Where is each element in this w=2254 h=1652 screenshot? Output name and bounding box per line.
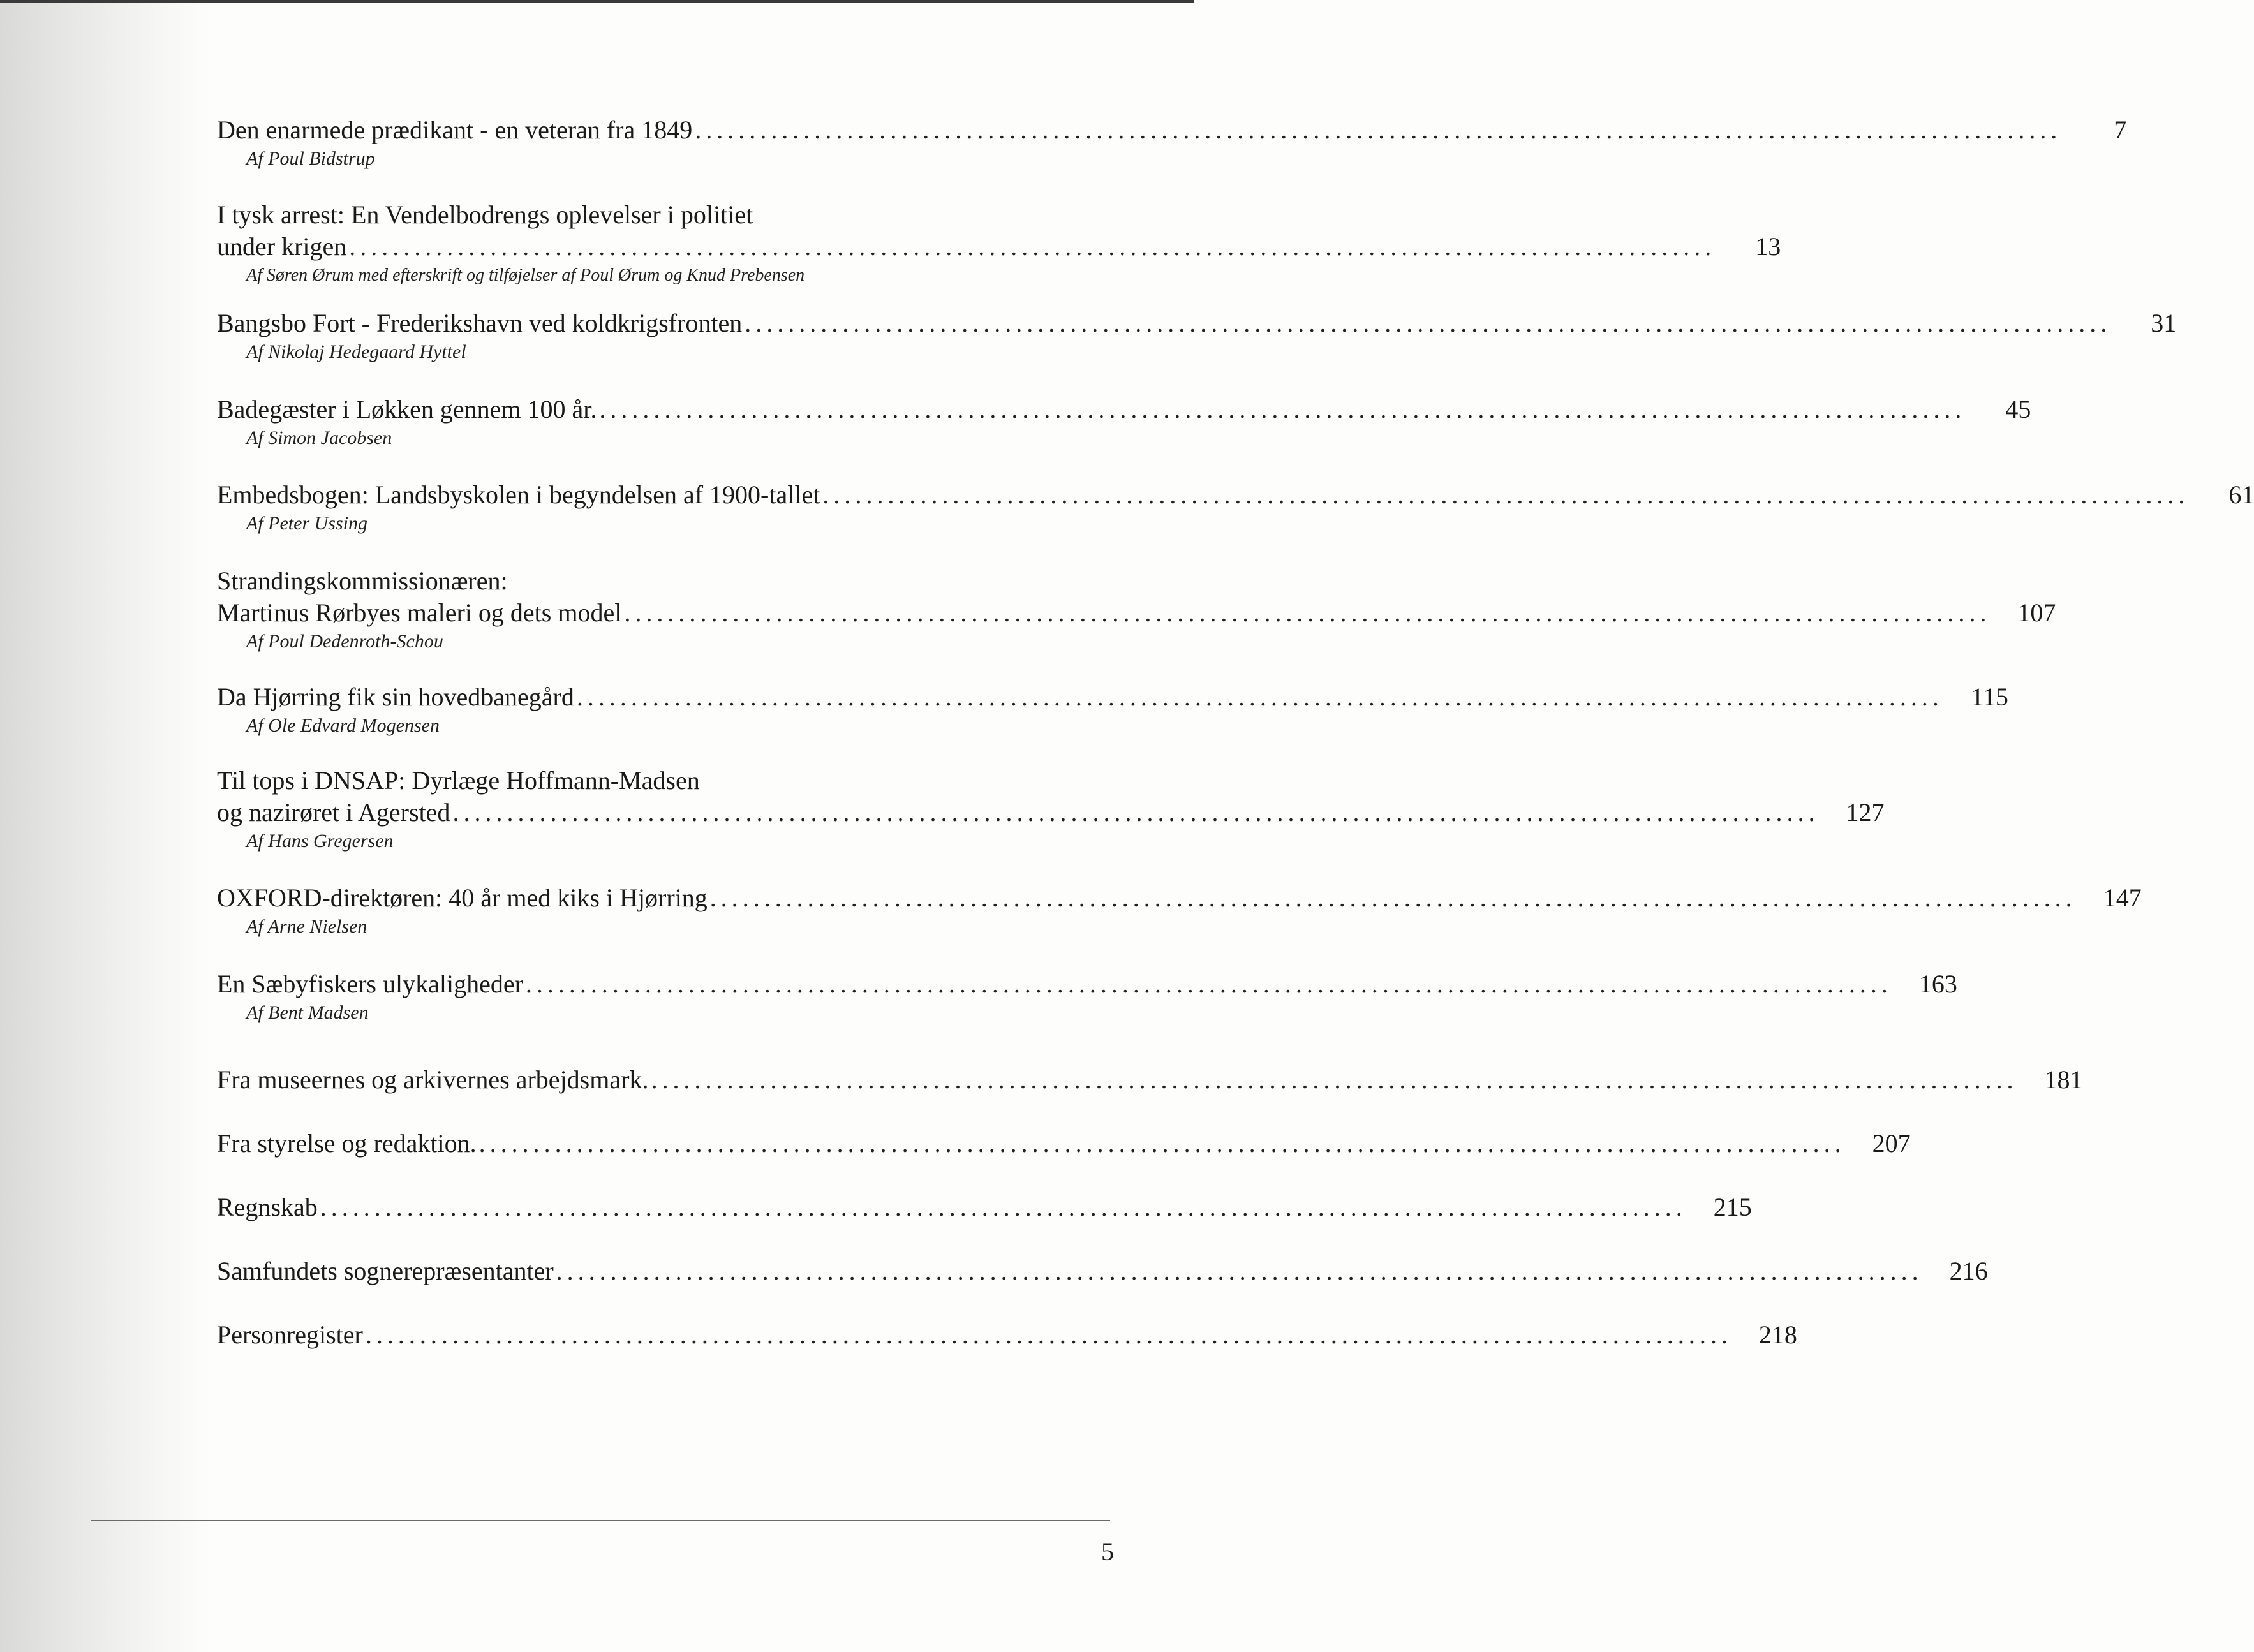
- toc-entry-title: En Sæbyfiskers ulykaligheder: [217, 970, 523, 998]
- dot-leader: ..............................................................................................................................: [576, 682, 1943, 711]
- toc-entry-page-number: 216: [1949, 1257, 1988, 1285]
- toc-entry-title-line: [217, 394, 2031, 425]
- toc-entry-title-line: [217, 1255, 1988, 1287]
- toc-entry-title-line: [217, 307, 2177, 339]
- toc-entry[interactable]: [217, 1255, 1988, 1287]
- toc-entry[interactable]: [217, 199, 1781, 288]
- toc-entry[interactable]: [217, 1064, 2083, 1096]
- toc-entry-title-line: [217, 597, 2056, 629]
- dot-leader: ..............................................................................................................................: [709, 883, 2077, 912]
- toc-entry-author: Af Hans Gregersen: [246, 830, 394, 852]
- toc-entry-title: I tysk arrest: En Vendelbodrengs oplevelser i politiet: [217, 200, 753, 229]
- toc-entry-title-line: [217, 681, 2008, 713]
- toc-entry-title: Da Hjørring fik sin hovedbanegård: [217, 682, 574, 711]
- toc-entry-title-continued: og nazirøret i Agersted: [217, 798, 450, 827]
- toc-entry-author: Af Ole Edvard Mogensen: [246, 715, 440, 736]
- dot-leader: ..............................................................................................................................: [452, 798, 1820, 827]
- toc-entry[interactable]: [217, 1128, 1911, 1160]
- toc-entry-title-line: [217, 797, 1885, 829]
- toc-entry[interactable]: [217, 1319, 1797, 1351]
- toc-entry-author: Af Søren Ørum med efterskrift og tilføjelser af Poul Ørum og Knud Prebensen: [246, 265, 805, 285]
- toc-entry-page-number: 7: [2114, 115, 2127, 144]
- dot-leader: ..............................................................................................................................: [695, 115, 2062, 144]
- page-number: 5: [1101, 1537, 1114, 1566]
- toc-entry-page-number: 107: [2017, 598, 2056, 627]
- toc-entry-author: Af Arne Nielsen: [246, 916, 367, 937]
- dot-leader: ..............................................................................................................................: [320, 1193, 1687, 1221]
- toc-entry-title: Personregister: [217, 1320, 363, 1349]
- toc-entry-page-number: 61: [2228, 480, 2254, 509]
- toc-entry-title: Badegæster i Løkken gennem 100 år.: [217, 395, 597, 424]
- toc-entry-title-line: [217, 1191, 1752, 1223]
- toc-entry[interactable]: [217, 1191, 1752, 1223]
- dot-leader: ..............................................................................................................................: [822, 480, 2190, 509]
- toc-entry[interactable]: [217, 968, 1957, 1026]
- toc-entry-author: Af Poul Dedenroth-Schou: [246, 631, 443, 652]
- toc-entry[interactable]: [217, 565, 2056, 654]
- toc-entry-page-number: 31: [2151, 309, 2177, 337]
- toc-entry-title-line: [217, 968, 1957, 1000]
- toc-entry-title: Embedsbogen: Landsbyskolen i begyndelsen af 1900-tallet: [217, 480, 820, 509]
- dot-leader: ..............................................................................................................................: [349, 232, 1716, 261]
- toc-entry-page-number: 181: [2044, 1065, 2083, 1094]
- toc-entry-author: Af Peter Ussing: [246, 513, 367, 534]
- toc-entry-title: Den enarmede prædikant - en veteran fra 1849: [217, 115, 693, 144]
- toc-entry-page-number: 127: [1846, 798, 1885, 827]
- toc-entry-title: Til tops i DNSAP: Dyrlæge Hoffmann-Madsen: [217, 766, 700, 795]
- toc-entry[interactable]: [217, 114, 2127, 172]
- toc-entry-page-number: 13: [1755, 232, 1781, 261]
- toc-entry[interactable]: [217, 394, 2031, 451]
- toc-entry-page-number: 218: [1758, 1320, 1797, 1349]
- toc-entry-title-line: [217, 765, 1014, 797]
- toc-entry-title-line: [217, 114, 2127, 146]
- dot-leader: ..............................................................................................................................: [599, 395, 1966, 424]
- dot-leader: ..............................................................................................................................: [556, 1257, 1923, 1285]
- toc-entry-title-continued: under krigen: [217, 232, 347, 261]
- toc-entry-title-line: [217, 565, 1014, 597]
- dot-leader: ..............................................................................................................................: [525, 970, 1892, 998]
- toc-entry-page-number: 163: [1918, 970, 1957, 998]
- toc-entry-title-line: [217, 1128, 1911, 1160]
- toc-entry-title: Strandingskommissionæren:: [217, 566, 508, 595]
- toc-entry[interactable]: [217, 479, 2254, 536]
- toc-entry-title: Samfundets sognerepræsentanter: [217, 1257, 554, 1285]
- toc-entry-title-line: [217, 479, 2254, 511]
- toc-entry-title: Bangsbo Fort - Frederikshavn ved koldkrigsfronten: [217, 309, 743, 337]
- dot-leader: ..............................................................................................................................: [624, 598, 1991, 627]
- toc-entry-title: OXFORD-direktøren: 40 år med kiks i Hjørring: [217, 883, 708, 912]
- toc-entry[interactable]: [217, 307, 2177, 365]
- toc-entry-page-number: 147: [2103, 883, 2142, 912]
- toc-entry-title-line: [217, 231, 1781, 263]
- dot-leader: ..............................................................................................................................: [651, 1065, 2018, 1094]
- dot-leader: ..............................................................................................................................: [745, 309, 2112, 337]
- toc-entry-title-line: [217, 1064, 2083, 1096]
- toc-entry[interactable]: [217, 882, 2142, 940]
- toc-entry-title: Regnskab: [217, 1193, 318, 1221]
- toc-entry-title-line: [217, 882, 2142, 914]
- toc-entry-page-number: 115: [1971, 682, 2008, 711]
- toc-entry-author: Af Bent Madsen: [246, 1002, 369, 1023]
- toc-entry-title: Fra museernes og arkivernes arbejdsmark.: [217, 1065, 649, 1094]
- toc-entry[interactable]: [217, 681, 2008, 739]
- toc-entry-page-number: 207: [1872, 1129, 1911, 1158]
- toc-entry-author: Af Poul Bidstrup: [246, 148, 375, 169]
- toc-entry-author: Af Simon Jacobsen: [246, 427, 392, 448]
- toc-entry-title: Fra styrelse og redaktion.: [217, 1129, 477, 1158]
- toc-entry-author: Af Nikolaj Hedegaard Hyttel: [246, 341, 466, 362]
- dot-leader: ..............................................................................................................................: [478, 1129, 1846, 1158]
- toc-entry-page-number: 45: [2005, 395, 2031, 424]
- toc-entry-title-line: [217, 199, 1014, 231]
- toc-entry[interactable]: [217, 765, 1885, 854]
- dot-leader: ..............................................................................................................................: [365, 1320, 1732, 1349]
- toc-entry-title-continued: Martinus Rørbyes maleri og dets model: [217, 598, 622, 627]
- toc-entry-page-number: 215: [1713, 1193, 1752, 1221]
- footer-rule: [91, 1520, 1110, 1521]
- toc-entry-title-line: [217, 1319, 1797, 1351]
